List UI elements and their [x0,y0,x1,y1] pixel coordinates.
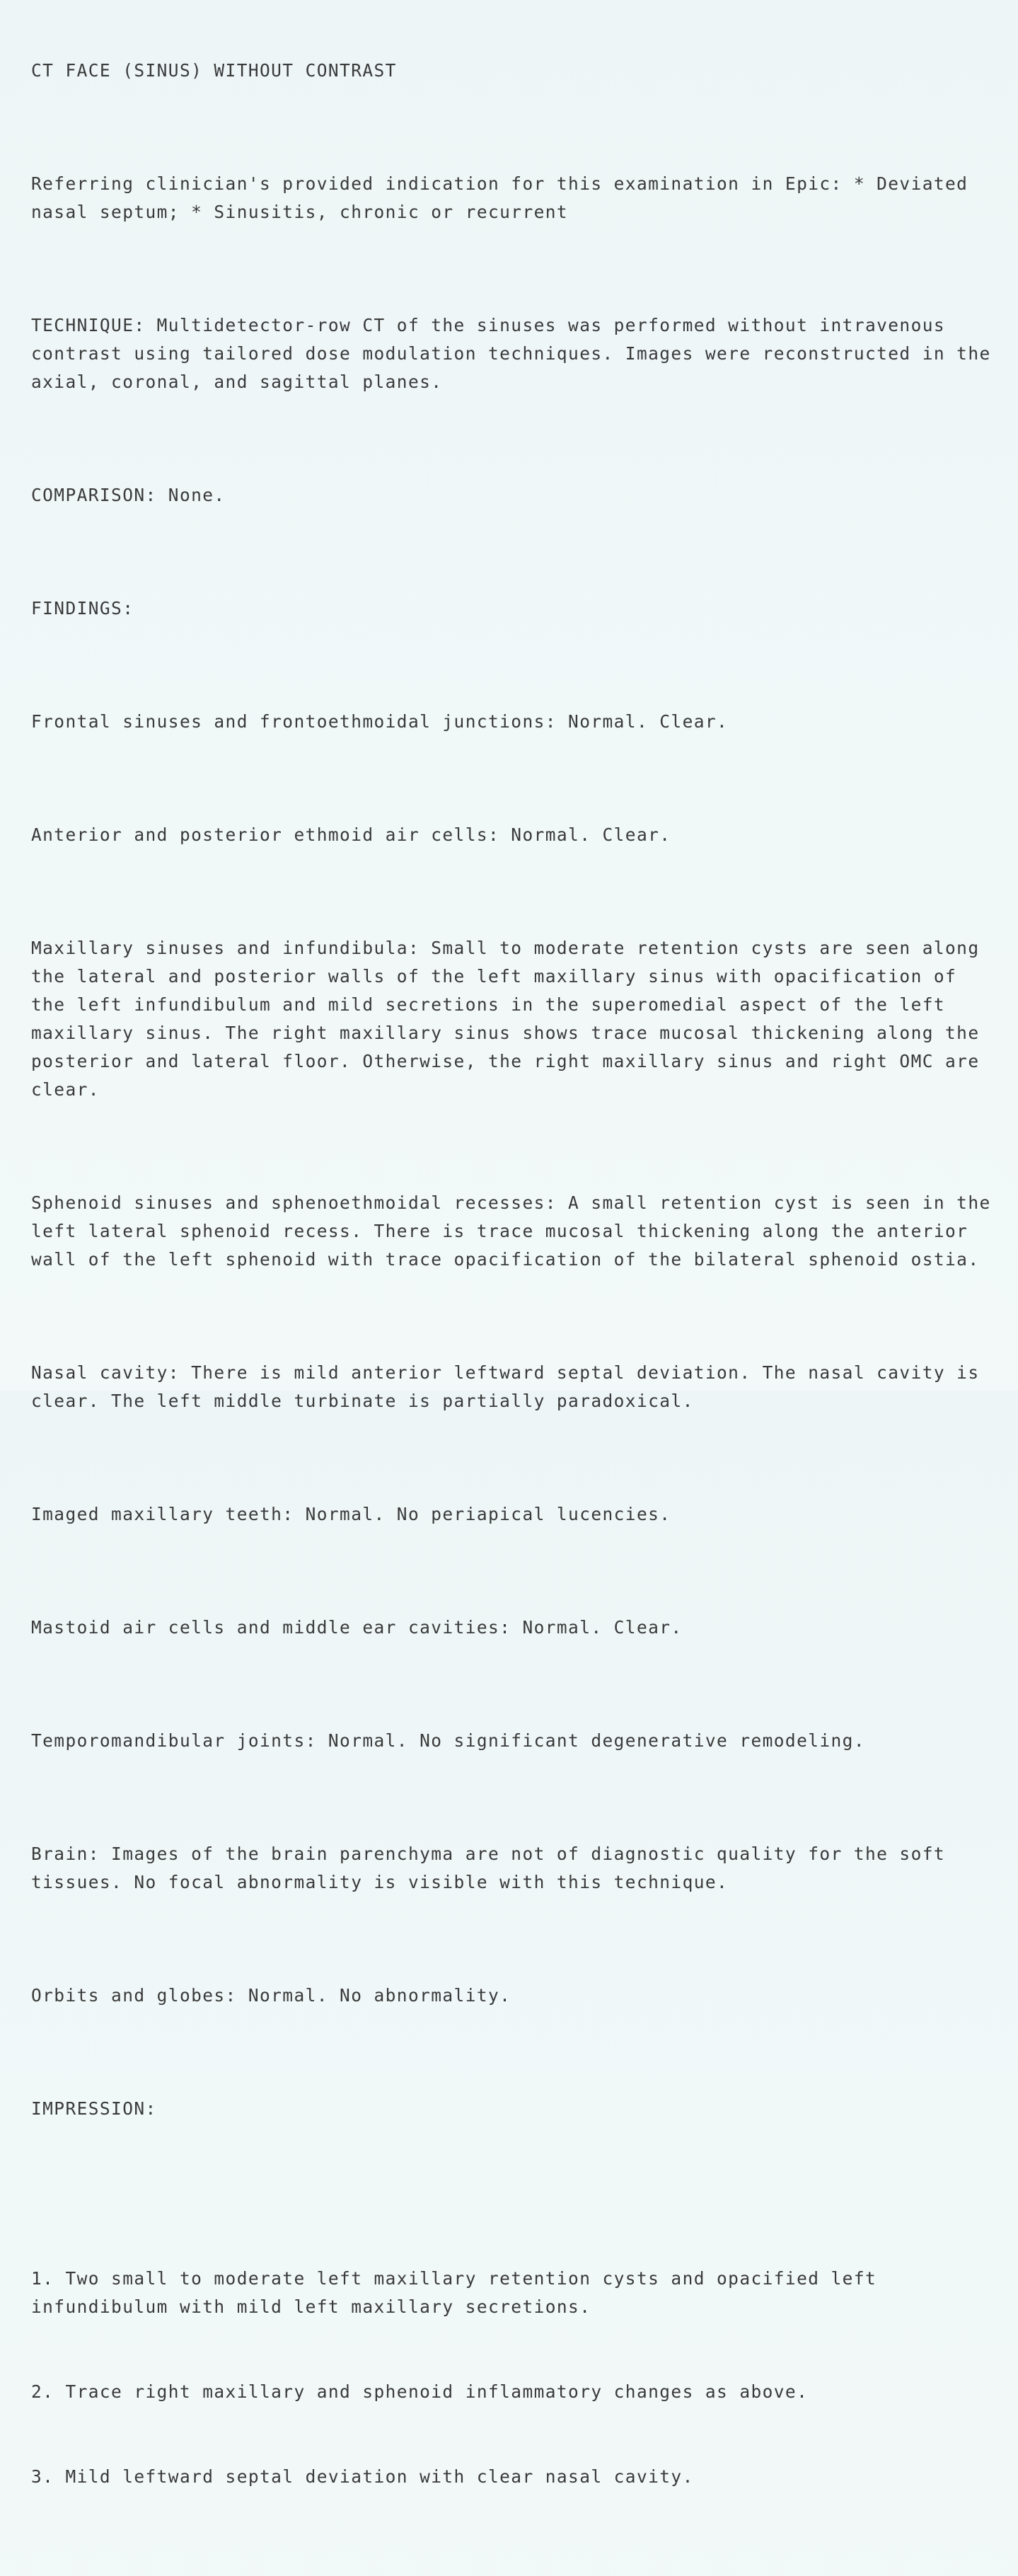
finding-temporomandibular-joints: Temporomandibular joints: Normal. No significant degenerative remodeling. [31,1730,865,1751]
impression-item: 3. Mild leftward septal deviation with clear nasal cavity. [31,2466,694,2487]
finding-orbits-globes: Orbits and globes: Normal. No abnormality. [31,1985,511,2006]
finding-mastoid-air-cells: Mastoid air cells and middle ear cavities: Normal. Clear. [31,1617,683,1638]
indication-text: Referring clinician's provided indication for this examination in Epic: * Deviated nasal septum; * Sinusitis, chronic or recurrent [31,173,980,222]
report-title: CT FACE (SINUS) WITHOUT CONTRAST [31,60,397,81]
impression-heading: IMPRESSION: [31,2098,157,2119]
radiology-report [31,0,1000,2576]
finding-ethmoid-air-cells: Anterior and posterior ethmoid air cells: Normal. Clear. [31,824,671,845]
comparison-text: COMPARISON: None. [31,485,226,505]
technique-text: TECHNIQUE: Multidetector-row CT of the sinuses was performed without intravenous contrast using tailored dose modulation techniques. Images were reconstructed in the axial, coronal, and sagittal planes. [31,315,1002,392]
impression-item: 2. Trace right maxillary and sphenoid inflammatory changes as above. [31,2381,809,2402]
findings-heading: FINDINGS: [31,598,134,619]
finding-nasal-cavity: Nasal cavity: There is mild anterior leftward septal deviation. The nasal cavity is clear. The left middle turbinate is partially paradoxical. [31,1362,991,1411]
finding-maxillary-teeth: Imaged maxillary teeth: Normal. No periapical lucencies. [31,1504,671,1524]
finding-brain: Brain: Images of the brain parenchyma are not of diagnostic quality for the soft tissues. No focal abnormality is visible with this technique. [31,1844,957,1892]
finding-frontal-sinuses: Frontal sinuses and frontoethmoidal junctions: Normal. Clear. [31,711,729,732]
finding-sphenoid-sinuses: Sphenoid sinuses and sphenoethmoidal recesses: A small retention cyst is seen in the left lateral sphenoid recess. There is trace mucosal thickening along the anterior wall of the left sphenoid with trace opacification of the bilateral sphenoid ostia. [31,1192,1002,1270]
finding-maxillary-sinuses: Maxillary sinuses and infundibula: Small to moderate retention cysts are seen along the lateral and posterior walls of the left maxillary sinus with opacification of the left infundibulum and mild secretions in the superomedial aspect of the left maxillary sinus. The right maxillary sinus shows trace mucosal thickening along the posterior and lateral floor. Otherwise, the right maxillary sinus and right OMC are clear. [31,938,991,1100]
impression-item: 1. Two small to moderate left maxillary retention cysts and opacified left infundibulum with mild left maxillary secretions. [31,2268,889,2317]
impression-list [31,2208,1000,2548]
